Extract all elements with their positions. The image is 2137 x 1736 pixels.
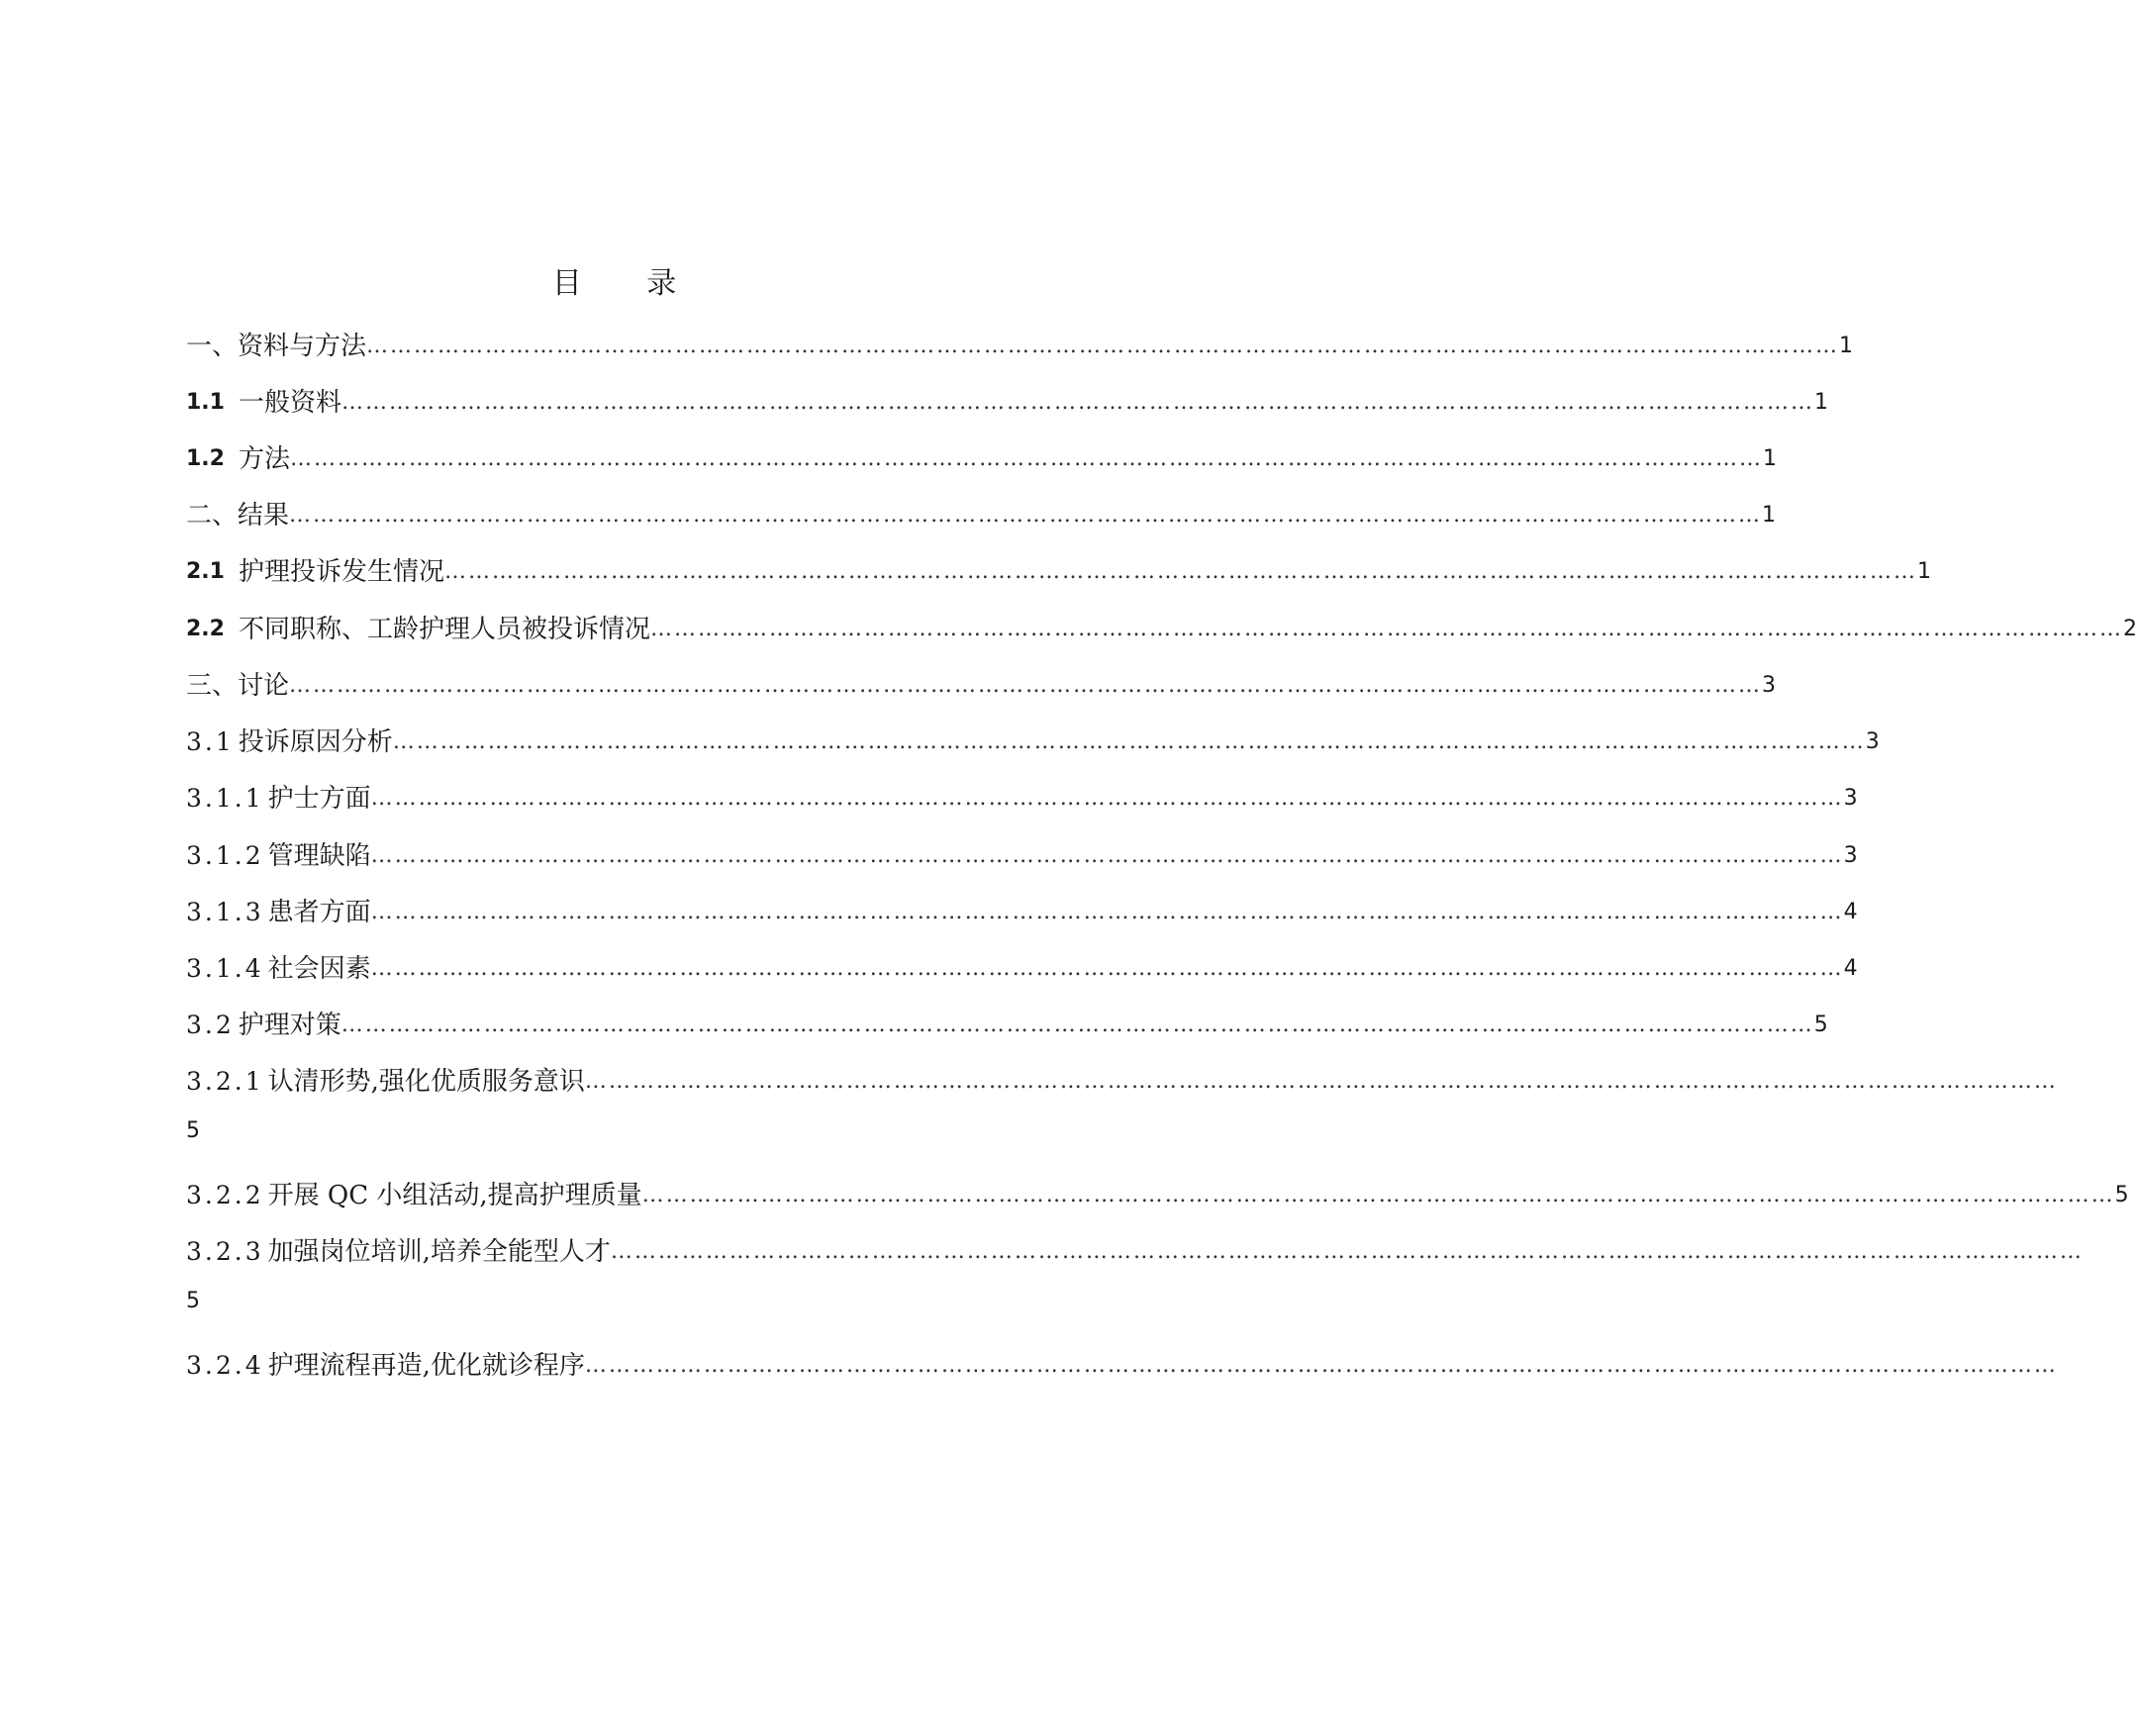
toc-entry-number: 3.2.3 (186, 1237, 264, 1266)
toc-entry[interactable] (186, 327, 1854, 366)
toc-entry-page: 5 (1813, 1013, 1828, 1037)
toc-leader: …………………………………………………………………………………………………………………………………………………………………… (641, 1183, 2115, 1207)
toc-leader: …………………………………………………………………………………………………………………………………………………………………… (370, 786, 1844, 811)
toc-entry-label: 护理对策 (238, 1011, 341, 1040)
toc-entry-page: 4 (1843, 956, 1858, 981)
toc-entry[interactable] (186, 723, 1880, 762)
toc-entry-number: 2.2 (186, 617, 225, 641)
toc-entry-label: 患者方面 (267, 898, 371, 927)
toc-leader: …………………………………………………………………………………………………………………………………………………………………… (289, 673, 1763, 698)
toc-leader: …………………………………………………………………………………………………………………………………………………………………… (370, 843, 1844, 868)
toc-entry-label: 社会因素 (267, 954, 371, 984)
toc-entry-label: 方法 (238, 444, 290, 474)
toc-leader: …………………………………………………………………………………………………………………………………………………………………… (370, 900, 1844, 924)
toc-entry-number: 3.1 (186, 727, 235, 756)
toc-leader: …………………………………………………………………………………………………………………………………………………………………… (289, 503, 1763, 528)
toc-leader: …………………………………………………………………………………………………………………………………………………………………… (290, 446, 1763, 471)
toc-entry-label: 一、资料与方法 (186, 332, 367, 361)
toc-leader: …………………………………………………………………………………………………………………………………………………………………… (341, 390, 1814, 415)
toc-entry-page: 3 (1843, 786, 1858, 811)
toc-leader: …………………………………………………………………………………………………………………………………………………………………… (444, 559, 1917, 584)
toc-entry[interactable] (186, 552, 1931, 592)
toc-entry[interactable] (186, 610, 2137, 649)
toc-entry-label: 开展 QC 小组活动,提高护理质量 (267, 1181, 642, 1210)
toc-leader: …………………………………………………………………………………………………………………………………………………………………… (650, 617, 2123, 641)
toc-entry-number: 3.2.1 (186, 1067, 264, 1096)
toc-entry-number: 3.2.2 (186, 1181, 264, 1209)
toc-entry-number: 3.1.2 (186, 841, 264, 870)
toc-entry[interactable] (186, 1006, 1828, 1045)
toc-entry-number: 3.2.4 (186, 1351, 264, 1380)
toc-entry-page: 4 (1843, 900, 1858, 924)
toc-entry[interactable] (186, 949, 1858, 989)
toc-entry-label: 投诉原因分析 (238, 727, 393, 757)
toc-wrapped-page-number: 5 (186, 1289, 200, 1313)
toc-entry-page: 1 (1839, 334, 1854, 358)
toc-entry-label: 加强岗位培训,培养全能型人才 (267, 1237, 611, 1267)
toc-entry-number: 3.1.1 (186, 784, 264, 813)
toc-leader: …………………………………………………………………………………………………………………………………………………………………… (584, 1069, 2058, 1094)
toc-entry-number: 3.2 (186, 1011, 235, 1039)
toc-leader: …………………………………………………………………………………………………………………………………………………………………… (392, 729, 1866, 754)
toc-entry[interactable] (186, 439, 1777, 479)
toc-entry-label: 不同职称、工龄护理人员被投诉情况 (238, 615, 650, 644)
toc-entry-label: 护理流程再造,优化就诊程序 (267, 1351, 585, 1381)
toc-entry-page: 3 (1843, 843, 1858, 868)
toc-entry-page: 1 (1917, 559, 1931, 584)
toc-leader: …………………………………………………………………………………………………………………………………………………………………… (610, 1239, 2084, 1264)
toc-leader: …………………………………………………………………………………………………………………………………………………………………… (366, 334, 1840, 358)
toc-entry-page: 3 (1762, 673, 1777, 698)
toc-entry-page: 2 (2123, 617, 2137, 641)
toc-leader: …………………………………………………………………………………………………………………………………………………………………… (584, 1353, 2058, 1378)
toc-title: 目 录 (551, 266, 705, 301)
toc-entry[interactable] (186, 666, 1777, 706)
toc-leader: …………………………………………………………………………………………………………………………………………………………………… (370, 956, 1844, 981)
toc-entry[interactable] (186, 893, 1858, 932)
toc-entry-number: 1.1 (186, 390, 225, 415)
toc-entry-number: 3.1.3 (186, 898, 264, 926)
toc-entry-page: 5 (2114, 1183, 2129, 1207)
toc-entry-page: 1 (1762, 503, 1777, 528)
toc-entry-label: 二、结果 (186, 501, 290, 530)
toc-entry-number: 1.2 (186, 446, 225, 471)
toc-entry-label: 三、讨论 (186, 671, 290, 701)
toc-entry-label: 认清形势,强化优质服务意识 (267, 1067, 585, 1097)
toc-entry[interactable] (186, 1176, 2129, 1215)
toc-entry-label: 管理缺陷 (267, 841, 371, 871)
toc-entry-label: 护士方面 (267, 784, 371, 814)
toc-leader: …………………………………………………………………………………………………………………………………………………………………… (340, 1013, 1814, 1037)
toc-entry[interactable] (186, 1232, 2084, 1272)
toc-entry-label: 一般资料 (238, 388, 341, 418)
toc-entry[interactable] (186, 1062, 2058, 1102)
toc-entry-number: 2.1 (186, 559, 225, 584)
toc-entry[interactable] (186, 836, 1858, 876)
toc-entry[interactable] (186, 779, 1858, 819)
toc-entry-page: 1 (1763, 446, 1777, 471)
toc-entry-number: 3.1.4 (186, 954, 264, 983)
toc-entry-page: 3 (1865, 729, 1880, 754)
toc-entry-page: 1 (1814, 390, 1828, 415)
toc-entry-label: 护理投诉发生情况 (238, 557, 444, 587)
toc-entry[interactable] (186, 1346, 2058, 1386)
toc-entry[interactable] (186, 496, 1777, 535)
toc-wrapped-page-number: 5 (186, 1118, 200, 1143)
toc-entry[interactable] (186, 383, 1828, 423)
